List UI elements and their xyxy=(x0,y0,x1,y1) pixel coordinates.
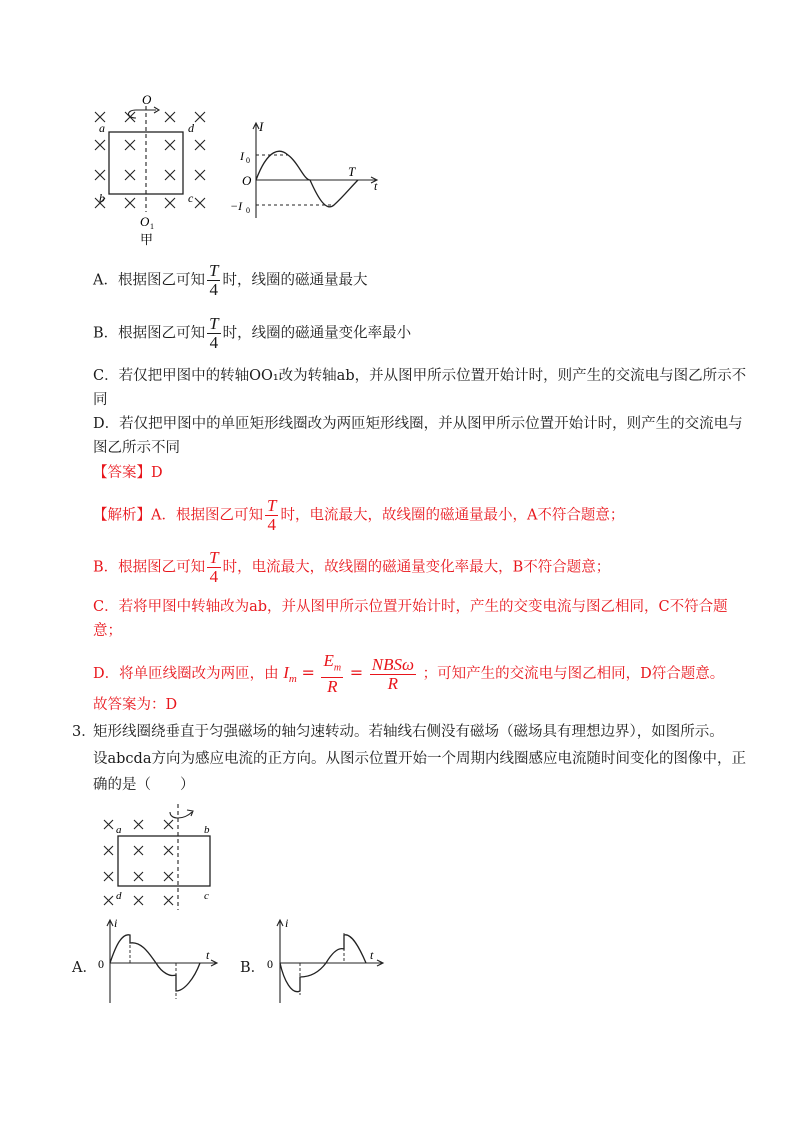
svg-text:t: t xyxy=(370,948,374,962)
question3-option-B-label: B． xyxy=(240,960,266,976)
option-C-line1: C．若仅把甲图中的转轴OO₁改为转轴ab，并从图甲所示位置开始计时，则产生的交流电与图乙所示不 xyxy=(93,368,747,384)
question3-option-B-graph xyxy=(258,915,388,1007)
label-d: d xyxy=(116,890,122,902)
label-O1-sub: 1 xyxy=(150,222,154,231)
label-c: c xyxy=(204,890,209,902)
label-a: a xyxy=(99,121,105,135)
question3-option-A-label: A． xyxy=(72,960,97,976)
coil-rectangle xyxy=(118,836,210,886)
label-a: a xyxy=(116,824,122,836)
figure-yi xyxy=(226,118,386,222)
question3-line2: 设abcda方向为感应电流的正方向。从图示位置开始一个周期内线圈感应电流随时间变化的图像中，正 xyxy=(93,751,746,767)
axis-label-t: t xyxy=(374,179,378,193)
svg-text:i: i xyxy=(285,916,289,930)
label-O: O xyxy=(142,92,152,107)
analysis-C-line1: C．若将甲图中转轴改为ab，并从图甲所示位置开始计时，产生的交变电流与图乙相同，C不符合题 xyxy=(93,599,728,615)
question3-coil-figure xyxy=(98,800,228,915)
figure-jia xyxy=(88,92,218,252)
option-D-line2: 图乙所示不同 xyxy=(93,440,180,456)
fraction-T-over-4: $\frac{T}{4}$ xyxy=(209,548,219,586)
option-D-line1: D．若仅把甲图中的单匝矩形线圈改为两匝矩形线圈，并从图甲所示位置开始计时，则产生的交流电与 xyxy=(93,416,743,432)
question3-number: 3． xyxy=(72,724,96,740)
rotation-arrow-icon xyxy=(170,812,192,818)
formula-Im: I xyxy=(283,663,289,683)
label-d: d xyxy=(188,121,194,135)
fraction-T-over-4: $\frac{T}{4}$ xyxy=(266,496,277,534)
answer-line: 【答案】D xyxy=(93,465,163,481)
analysis-D: D．将单匝线圈改为两匝，由 $I_m$ = $\frac{E_m}{R}$ = $\frac{\text{NBSω}}{R}$ ；可知产生的交流电与图乙相同，D符合题意。 xyxy=(93,651,725,697)
magnetic-field-crosses xyxy=(104,820,173,905)
axis-label-I: I xyxy=(259,119,264,134)
tick-label-T: T xyxy=(348,164,356,179)
analysis-A: 【解析】A．根据图乙可知 $\frac{T}{4}$ 时，电流最大，故线圈的磁通量最小，A不符合题意； xyxy=(93,496,625,534)
analysis-C-line2: 意； xyxy=(93,623,122,639)
label-b: b xyxy=(99,191,105,205)
option-B-post: 时，线圈的磁通量变化率最小 xyxy=(222,325,412,342)
analysis-B: B．根据图乙可知 $\frac{T}{4}$ 时，电流最大，故线圈的磁通量变化率最大，B不符合题意； xyxy=(93,548,611,586)
option-B-pre: B．根据图乙可知 xyxy=(93,325,206,342)
tick-label-neg-I0: −I xyxy=(230,199,243,213)
question3-line3: 确的是（ ） xyxy=(93,777,195,793)
analysis-conclusion: 故答案为：D xyxy=(93,697,178,713)
option-B xyxy=(93,315,411,352)
label-O1: O xyxy=(140,214,150,229)
origin-label: O xyxy=(242,173,252,188)
svg-text:0: 0 xyxy=(98,957,104,971)
svg-text:t: t xyxy=(206,948,210,962)
question3-line1: 矩形线圈绕垂直于匀强磁场的轴匀速转动。若轴线右侧没有磁场（磁场具有理想边界），如图所示。 xyxy=(93,724,724,740)
question3-option-A-graph xyxy=(90,915,220,1007)
label-c: c xyxy=(188,191,194,205)
tick-label-neg-I0-sub: 0 xyxy=(246,206,250,215)
option-C-line2: 同 xyxy=(93,392,108,408)
fraction-Em-over-R: $\frac{E_m}{R}$ xyxy=(323,651,342,697)
svg-text:i: i xyxy=(114,916,118,930)
option-A-post: 时，线圈的磁通量最大 xyxy=(222,272,368,289)
fraction-T-over-4: $\frac{T}{4}$ xyxy=(208,261,219,299)
figure-caption-jia: 甲 xyxy=(140,232,154,247)
tick-label-I0-sub: 0 xyxy=(246,156,250,165)
svg-text:0: 0 xyxy=(267,957,273,971)
option-A-pre: A．根据图乙可知 xyxy=(93,272,205,289)
fraction-NBSw-over-R: $\frac{\text{NBSω}}{R}$ xyxy=(371,654,414,693)
fraction-T-over-4: $\frac{T}{4}$ xyxy=(209,314,219,352)
option-A xyxy=(93,262,367,299)
tick-label-I0: I xyxy=(240,149,244,163)
sine-curve xyxy=(256,151,358,207)
label-b: b xyxy=(204,824,210,836)
